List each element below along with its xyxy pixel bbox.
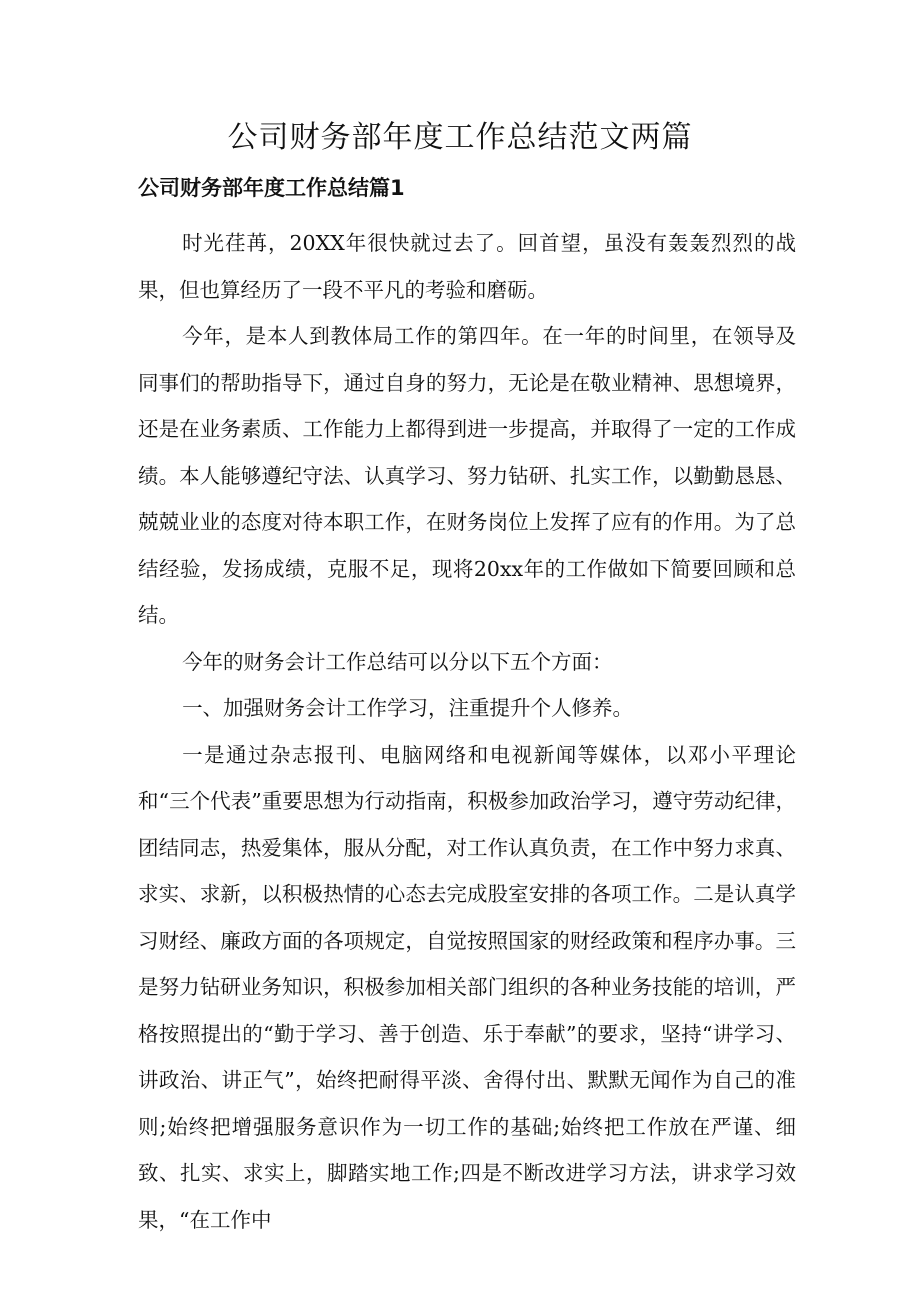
document-title: 公司财务部年度工作总结范文两篇 (227, 120, 693, 155)
document-body (138, 220, 796, 1243)
paragraph-3: 今年的财务会计工作总结可以分以下五个方面： (182, 649, 613, 674)
paragraph-4: 一、加强财务会计工作学习，注重提升个人修养。 (182, 696, 634, 720)
paragraph-5: 一是通过杂志报刊、电脑网络和电视新闻等媒体，以邓小平理论和“三个代表”重要思想为行动指南，积极参加政治学习，遵守劳动纪律，团结同志，热爱集体，服从分配，对工作认真负责，在工作中努力求真、求实、求新，以积极热情的心态去完成股室安排的各项工作。二是认真学习财经、廉政方面的各项规定，自觉按照国家的财经政策和程序办事。三是努力钻研业务知识，积极参加相关部门组织的各种业务技能的培训，严格按照提出的“勤于学习、善于创造、乐于奉献”的要求，坚持“讲学习、讲政治、讲正气”，始终把耐得平淡、舍得付出、默默无闻作为自己的准则;始终把增强服务意识作为一切工作的基础;始终把工作放在严谨、细致、扎实、求实上，脚踏实地工作;四是不断改进学习方法，讲求学习效果，“在工作中 (138, 742, 796, 1232)
paragraph-2: 今年，是本人到教体局工作的第四年。在一年的时间里，在领导及同事们的帮助指导下，通过自身的努力，无论是在敬业精神、思想境界，还是在业务素质、工作能力上都得到进一步提高，并取得了一定的工作成绩。本人能够遵纪守法、认真学习、努力钻研、扎实工作，以勤勤恳恳、兢兢业业的态度对待本职工作，在财务岗位上发挥了应有的作用。为了总结经验，发扬成绩，克服不足，现将20xx年的工作做如下简要回顾和总结。 (138, 324, 796, 627)
paragraph-1: 时光荏苒，20XX年很快就过去了。回首望，虽没有轰轰烈烈的战果，但也算经历了一段不平凡的考验和磨砺。 (138, 231, 796, 302)
section-title: 公司财务部年度工作总结篇1 (138, 176, 405, 200)
